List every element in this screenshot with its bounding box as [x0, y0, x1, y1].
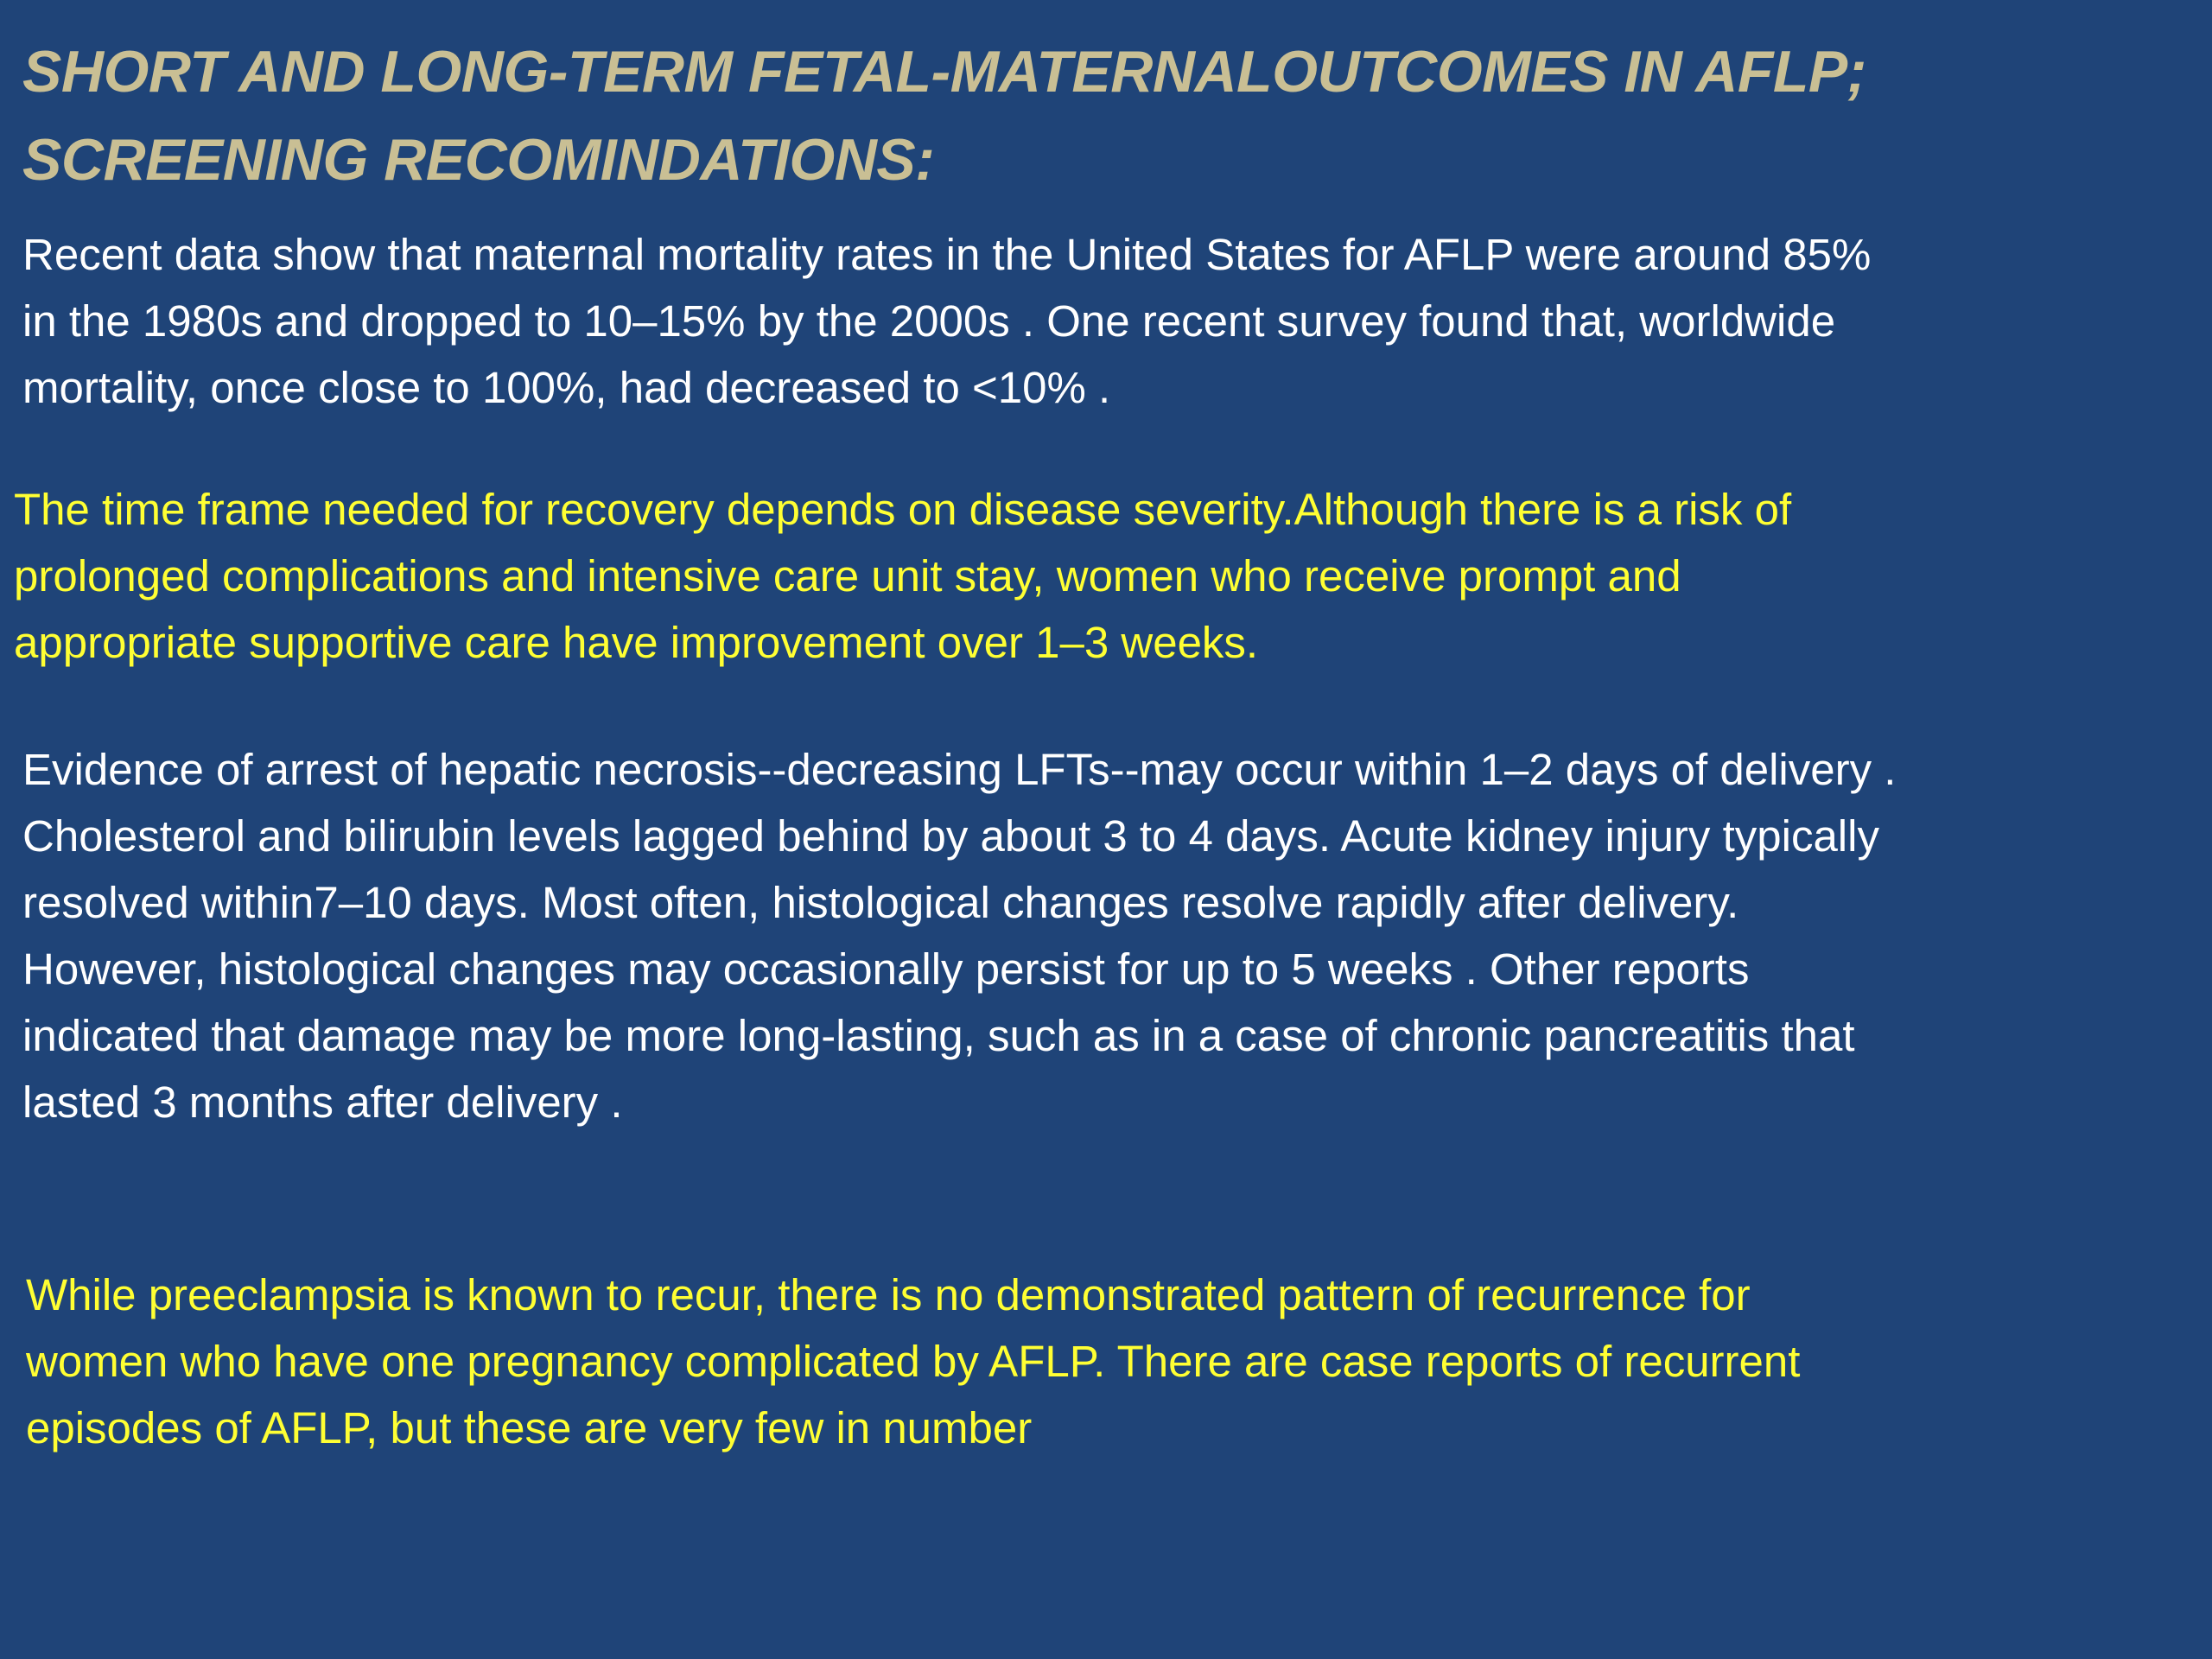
paragraph-line: While preeclampsia is known to recur, there is no demonstrated pattern of recurrence for [26, 1270, 1751, 1319]
paragraph-line: women who have one pregnancy complicated by AFLP. There are case reports of recurrent [26, 1337, 1801, 1386]
slide-title-line: SHORT AND LONG-TERM FETAL-MATERNALOUTCOMES IN AFLP; [22, 39, 1866, 105]
paragraph-line: Cholesterol and bilirubin levels lagged behind by about 3 to 4 days. Acute kidney injury typically [22, 811, 1879, 861]
paragraph-line: lasted 3 months after delivery . [22, 1077, 623, 1127]
paragraph-mortality-rates [22, 221, 1871, 421]
paragraph-line: The time frame needed for recovery depends on disease severity.Although there is a risk of [14, 485, 1792, 534]
paragraph-recurrence [26, 1262, 1800, 1461]
paragraph-line: in the 1980s and dropped to 10–15% by the 2000s . One recent survey found that, worldwide [22, 296, 1836, 346]
paragraph-line: indicated that damage may be more long-lasting, such as in a case of chronic pancreatitis that [22, 1011, 1855, 1060]
paragraph-line: episodes of AFLP, but these are very few in number [26, 1403, 1033, 1452]
paragraph-line: mortality, once close to 100%, had decreased to <10% . [22, 363, 1111, 412]
paragraph-line: appropriate supportive care have improvement over 1–3 weeks. [14, 618, 1259, 667]
paragraph-recovery-time [14, 476, 1791, 676]
paragraph-line: However, histological changes may occasionally persist for up to 5 weeks . Other reports [22, 944, 1750, 994]
paragraph-hepatic-recovery [22, 736, 1896, 1135]
paragraph-line: Evidence of arrest of hepatic necrosis--decreasing LFTs--may occur within 1–2 days of delivery . [22, 745, 1897, 794]
paragraph-line: resolved within7–10 days. Most often, histological changes resolve rapidly after delivery. [22, 878, 1739, 927]
paragraph-line: Recent data show that maternal mortality rates in the United States for AFLP were around 85% [22, 230, 1872, 279]
slide-title [22, 28, 2165, 204]
slide-title-line: SCREENING RECOMINDATIONS: [22, 127, 935, 193]
paragraph-line: prolonged complications and intensive care unit stay, women who receive prompt and [14, 551, 1681, 601]
